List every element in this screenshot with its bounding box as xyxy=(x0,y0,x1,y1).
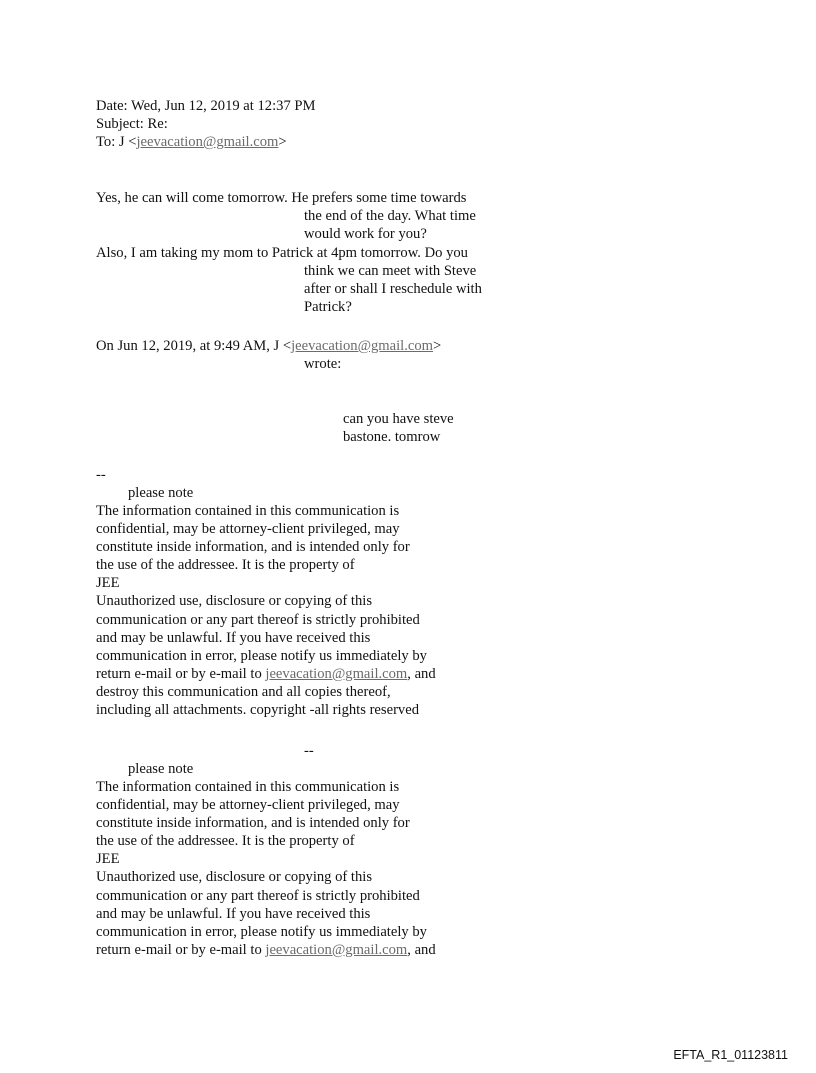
email-header xyxy=(96,97,315,151)
document-id: EFTA_R1_01123811 xyxy=(673,1048,788,1062)
reply-line-2-continuation: think we can meet with Steve after or shall I reschedule with Patrick? xyxy=(304,263,482,316)
header-to: To: J <jeevacation@gmail.com> xyxy=(96,134,287,151)
quoted-message: can you have steve bastone. tomrow xyxy=(343,411,454,446)
signature-2-email-link[interactable]: jeevacation@gmail.com xyxy=(265,941,408,958)
signature-1-email-link[interactable]: jeevacation@gmail.com xyxy=(265,665,408,682)
signature-2-note: please note xyxy=(128,761,194,777)
reply-line-2: Also, I am taking my mom to Patrick at 4pm tomorrow. Do you xyxy=(96,245,468,261)
header-to-email-link[interactable]: jeevacation@gmail.com xyxy=(136,134,279,151)
quote-attribution: On Jun 12, 2019, at 9:49 AM, J <jeevacation@gmail.com> xyxy=(96,338,442,354)
signature-2-disclaimer: The information contained in this communication is confidential, may be attorney-client privileged, may constitute inside information, and is intended only for the use of the addressee. It is the property of JEE Unauthorized use, disclosure or copying of this communication or any part thereof is strictly prohibited and may be unlawful. If you have received this communication in error, please notify us immediately by return e-mail or by e-mail to jeevacation@gmail.com, and xyxy=(96,779,436,958)
quote-email-link[interactable]: jeevacation@gmail.com xyxy=(291,338,434,354)
signature-1-note: please note xyxy=(128,485,194,501)
header-date: Date: Wed, Jun 12, 2019 at 12:37 PM xyxy=(96,98,316,114)
reply-line-1-continuation: the end of the day. What time would work for you? xyxy=(304,208,476,243)
signature-2-dashes: -- xyxy=(304,743,314,759)
quote-attribution-wrote: wrote: xyxy=(304,356,342,372)
signature-1-disclaimer: The information contained in this communication is confidential, may be attorney-client privileged, may constitute inside information, and is intended only for the use of the addressee. It is the property of JEE Unauthorized use, disclosure or copying of this communication or any part thereof is strictly prohibited and may be unlawful. If you have received this communication in error, please notify us immediately by return e-mail or by e-mail to jeevacation@gmail.com, and destroy this communication and all copies thereof, including all attachments. copyright -all rights reserved xyxy=(96,503,436,719)
signature-1-dashes: -- xyxy=(96,467,106,483)
header-subject: Subject: Re: xyxy=(96,116,168,133)
reply-line-1: Yes, he can will come tomorrow. He prefers some time towards xyxy=(96,190,467,206)
